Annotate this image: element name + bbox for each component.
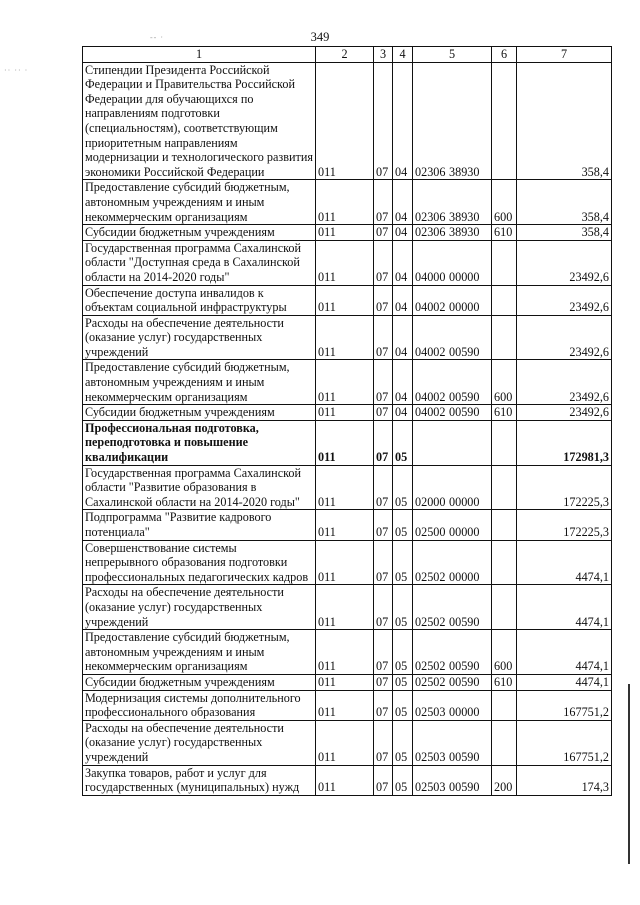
table-row — [83, 540, 612, 585]
section-code: 07 — [374, 690, 393, 720]
amount-value: 4474,1 — [517, 585, 612, 630]
table-row — [83, 630, 612, 675]
ministry-code: 011 — [316, 240, 374, 285]
ministry-code: 011 — [316, 720, 374, 765]
expense-type-code — [492, 62, 517, 180]
target-article-code — [413, 225, 492, 241]
target-direction-code: 00000 — [449, 269, 480, 284]
section-code: 07 — [374, 405, 393, 421]
target-article-code — [413, 360, 492, 405]
target-program-code: 04002 — [415, 389, 446, 404]
target-direction-code: 00000 — [449, 705, 480, 720]
budget-table — [82, 46, 612, 796]
section-code: 07 — [374, 540, 393, 585]
expense-name: Закупка товаров, работ и услуг для государственных (муниципальных) нужд — [83, 765, 316, 795]
table-row — [83, 405, 612, 421]
expense-name: Профессиональная подготовка, переподготовка и повышение квалификации — [83, 420, 316, 465]
ministry-code: 011 — [316, 420, 374, 465]
target-direction-code: 00000 — [449, 300, 480, 315]
expense-type-code: 600 — [492, 360, 517, 405]
amount-value: 4474,1 — [517, 630, 612, 675]
expense-type-code — [492, 420, 517, 465]
expense-name: Предоставление субсидий бюджетным, автономным учреждениям и иным некоммерческим организациям — [83, 180, 316, 225]
section-code: 07 — [374, 180, 393, 225]
amount-value: 172981,3 — [517, 420, 612, 465]
ministry-code: 011 — [316, 630, 374, 675]
column-header: 7 — [517, 47, 612, 63]
subsection-code: 04 — [393, 360, 413, 405]
expense-name: Обеспечение доступа инвалидов к объектам социальной инфраструктуры — [83, 285, 316, 315]
ministry-code: 011 — [316, 315, 374, 360]
amount-value: 23492,6 — [517, 285, 612, 315]
subsection-code: 05 — [393, 765, 413, 795]
subsection-code: 04 — [393, 240, 413, 285]
table-row — [83, 510, 612, 540]
expense-name: Расходы на обеспечение деятельности (оказание услуг) государственных учреждений — [83, 720, 316, 765]
subsection-code: 05 — [393, 420, 413, 465]
table-row — [83, 62, 612, 180]
expense-type-code — [492, 510, 517, 540]
amount-value: 172225,3 — [517, 465, 612, 510]
target-article-code — [413, 630, 492, 675]
amount-value: 4474,1 — [517, 674, 612, 690]
target-direction-code: 38930 — [449, 164, 480, 179]
expense-name: Субсидии бюджетным учреждениям — [83, 225, 316, 241]
ministry-code: 011 — [316, 285, 374, 315]
target-direction-code: 00000 — [449, 494, 480, 509]
subsection-code: 04 — [393, 405, 413, 421]
ministry-code: 011 — [316, 465, 374, 510]
binding-edge-line — [628, 684, 630, 864]
target-program-code: 02306 — [415, 225, 446, 240]
expense-type-code — [492, 585, 517, 630]
expense-type-code: 200 — [492, 765, 517, 795]
target-direction-code: 00590 — [449, 614, 480, 629]
subsection-code: 04 — [393, 315, 413, 360]
amount-value: 167751,2 — [517, 720, 612, 765]
amount-value: 4474,1 — [517, 540, 612, 585]
target-direction-code: 00590 — [449, 405, 480, 420]
target-direction-code: 00590 — [449, 659, 480, 674]
target-program-code: 02500 — [415, 525, 446, 539]
target-program-code: 02503 — [415, 780, 446, 795]
subsection-code: 05 — [393, 690, 413, 720]
column-header: 4 — [393, 47, 413, 63]
table-row — [83, 465, 612, 510]
column-number-row — [83, 47, 612, 63]
column-header: 2 — [316, 47, 374, 63]
subsection-code: 05 — [393, 465, 413, 510]
section-code: 07 — [374, 765, 393, 795]
ministry-code: 011 — [316, 674, 374, 690]
ministry-code: 011 — [316, 180, 374, 225]
ministry-code: 011 — [316, 765, 374, 795]
target-program-code: 02502 — [415, 674, 446, 689]
expense-name: Расходы на обеспечение деятельности (оказание услуг) государственных учреждений — [83, 315, 316, 360]
section-code: 07 — [374, 62, 393, 180]
expense-type-code: 600 — [492, 630, 517, 675]
expense-name: Государственная программа Сахалинской области "Развитие образования в Сахалинской области на 2014-2020 годы" — [83, 465, 316, 510]
ministry-code: 011 — [316, 405, 374, 421]
subsection-code: 04 — [393, 62, 413, 180]
target-program-code: 02000 — [415, 494, 446, 509]
table-row — [83, 240, 612, 285]
table-row — [83, 720, 612, 765]
expense-type-code: 610 — [492, 225, 517, 241]
amount-value: 174,3 — [517, 765, 612, 795]
column-header: 6 — [492, 47, 517, 63]
table-row — [83, 765, 612, 795]
target-article-code — [413, 315, 492, 360]
target-direction-code: 00000 — [449, 569, 480, 584]
amount-value: 358,4 — [517, 62, 612, 180]
section-code: 07 — [374, 420, 393, 465]
amount-value: 23492,6 — [517, 405, 612, 421]
section-code: 07 — [374, 315, 393, 360]
subsection-code: 04 — [393, 225, 413, 241]
target-program-code: 02503 — [415, 749, 446, 764]
target-article-code — [413, 240, 492, 285]
table-row — [83, 360, 612, 405]
target-article-code — [413, 690, 492, 720]
table-row — [83, 585, 612, 630]
amount-value: 23492,6 — [517, 240, 612, 285]
expense-type-code — [492, 690, 517, 720]
expense-name: Предоставление субсидий бюджетным, автономным учреждениям и иным некоммерческим организациям — [83, 630, 316, 675]
table-row — [83, 690, 612, 720]
expense-type-code: 610 — [492, 405, 517, 421]
expense-type-code — [492, 315, 517, 360]
section-code: 07 — [374, 285, 393, 315]
amount-value: 172225,3 — [517, 510, 612, 540]
target-direction-code: 38930 — [449, 225, 480, 240]
ministry-code: 011 — [316, 585, 374, 630]
page-number: 349 — [310, 30, 330, 44]
ministry-code: 011 — [316, 510, 374, 540]
section-code: 07 — [374, 240, 393, 285]
target-direction-code: 00590 — [449, 749, 480, 764]
section-code: 07 — [374, 510, 393, 540]
target-direction-code: 00590 — [449, 674, 480, 689]
target-program-code: 02502 — [415, 614, 446, 629]
target-article-code — [413, 405, 492, 421]
target-program-code: 04002 — [415, 405, 446, 420]
section-code: 07 — [374, 674, 393, 690]
target-program-code: 02306 — [415, 164, 446, 179]
expense-name: Расходы на обеспечение деятельности (оказание услуг) государственных учреждений — [83, 585, 316, 630]
table-row — [83, 315, 612, 360]
section-code: 07 — [374, 720, 393, 765]
expense-name: Предоставление субсидий бюджетным, автономным учреждениям и иным некоммерческим организациям — [83, 360, 316, 405]
table-row — [83, 225, 612, 241]
target-direction-code: 38930 — [449, 209, 480, 224]
expense-type-code: 600 — [492, 180, 517, 225]
table-row — [83, 180, 612, 225]
subsection-code: 05 — [393, 540, 413, 585]
expense-name: Субсидии бюджетным учреждениям — [83, 405, 316, 421]
target-program-code: 04002 — [415, 344, 446, 359]
section-code: 07 — [374, 585, 393, 630]
expense-name: Стипендии Президента Российской Федерации и Правительства Российской Федерации для обучающихся по направлениям подготовки (специальностям), соответствующим приоритетным направлениям модернизации и технологического развития экономики Российской Федерации — [83, 62, 316, 180]
subsection-code: 05 — [393, 585, 413, 630]
subsection-code: 04 — [393, 180, 413, 225]
target-article-code — [413, 674, 492, 690]
target-direction-code: 00590 — [449, 780, 480, 795]
target-program-code: 02502 — [415, 569, 446, 584]
target-article-code — [413, 765, 492, 795]
target-program-code: 04002 — [415, 300, 446, 315]
target-article-code — [413, 465, 492, 510]
table-row — [83, 285, 612, 315]
target-program-code: 02502 — [415, 659, 446, 674]
target-article-code — [413, 720, 492, 765]
amount-value: 23492,6 — [517, 360, 612, 405]
ministry-code: 011 — [316, 225, 374, 241]
ministry-code: 011 — [316, 62, 374, 180]
expense-type-code — [492, 240, 517, 285]
target-article-code — [413, 540, 492, 585]
section-code: 07 — [374, 465, 393, 510]
expense-name: Совершенствование системы непрерывного образования подготовки профессиональных педагогических кадров — [83, 540, 316, 585]
table-body — [83, 62, 612, 795]
subsection-code: 05 — [393, 720, 413, 765]
target-direction-code: 00590 — [449, 389, 480, 404]
section-code: 07 — [374, 360, 393, 405]
section-code: 07 — [374, 630, 393, 675]
column-header: 5 — [413, 47, 492, 63]
amount-value: 167751,2 — [517, 690, 612, 720]
expense-name: Подпрограмма "Развитие кадрового потенциала" — [83, 510, 316, 540]
target-article-code — [413, 285, 492, 315]
scan-mark-left: ·· ·· · — [4, 66, 29, 75]
target-program-code: 02503 — [415, 705, 446, 720]
target-article-code — [413, 62, 492, 180]
amount-value: 23492,6 — [517, 315, 612, 360]
ministry-code: 011 — [316, 540, 374, 585]
ministry-code: 011 — [316, 360, 374, 405]
expense-name: Государственная программа Сахалинской области "Доступная среда в Сахалинской области на 2014-2020 годы" — [83, 240, 316, 285]
target-direction-code: 00590 — [449, 344, 480, 359]
subsection-code: 05 — [393, 674, 413, 690]
expense-type-code — [492, 540, 517, 585]
column-header: 3 — [374, 47, 393, 63]
subsection-code: 05 — [393, 630, 413, 675]
target-article-code — [413, 510, 492, 540]
expense-type-code: 610 — [492, 674, 517, 690]
expense-type-code — [492, 465, 517, 510]
expense-type-code — [492, 285, 517, 315]
target-article-code — [413, 585, 492, 630]
column-header: 1 — [83, 47, 316, 63]
target-article-code — [413, 180, 492, 225]
expense-name: Модернизация системы дополнительного профессионального образования — [83, 690, 316, 720]
subsection-code: 05 — [393, 510, 413, 540]
section-code: 07 — [374, 225, 393, 241]
expense-type-code — [492, 720, 517, 765]
subsection-code: 04 — [393, 285, 413, 315]
table-row — [83, 674, 612, 690]
amount-value: 358,4 — [517, 225, 612, 241]
table-row — [83, 420, 612, 465]
target-program-code: 02306 — [415, 209, 446, 224]
scan-mark-top: -- · — [150, 33, 164, 42]
target-direction-code: 00000 — [449, 525, 480, 539]
target-program-code: 04000 — [415, 269, 446, 284]
expense-name: Субсидии бюджетным учреждениям — [83, 674, 316, 690]
target-article-code — [413, 420, 492, 465]
ministry-code: 011 — [316, 690, 374, 720]
amount-value: 358,4 — [517, 180, 612, 225]
